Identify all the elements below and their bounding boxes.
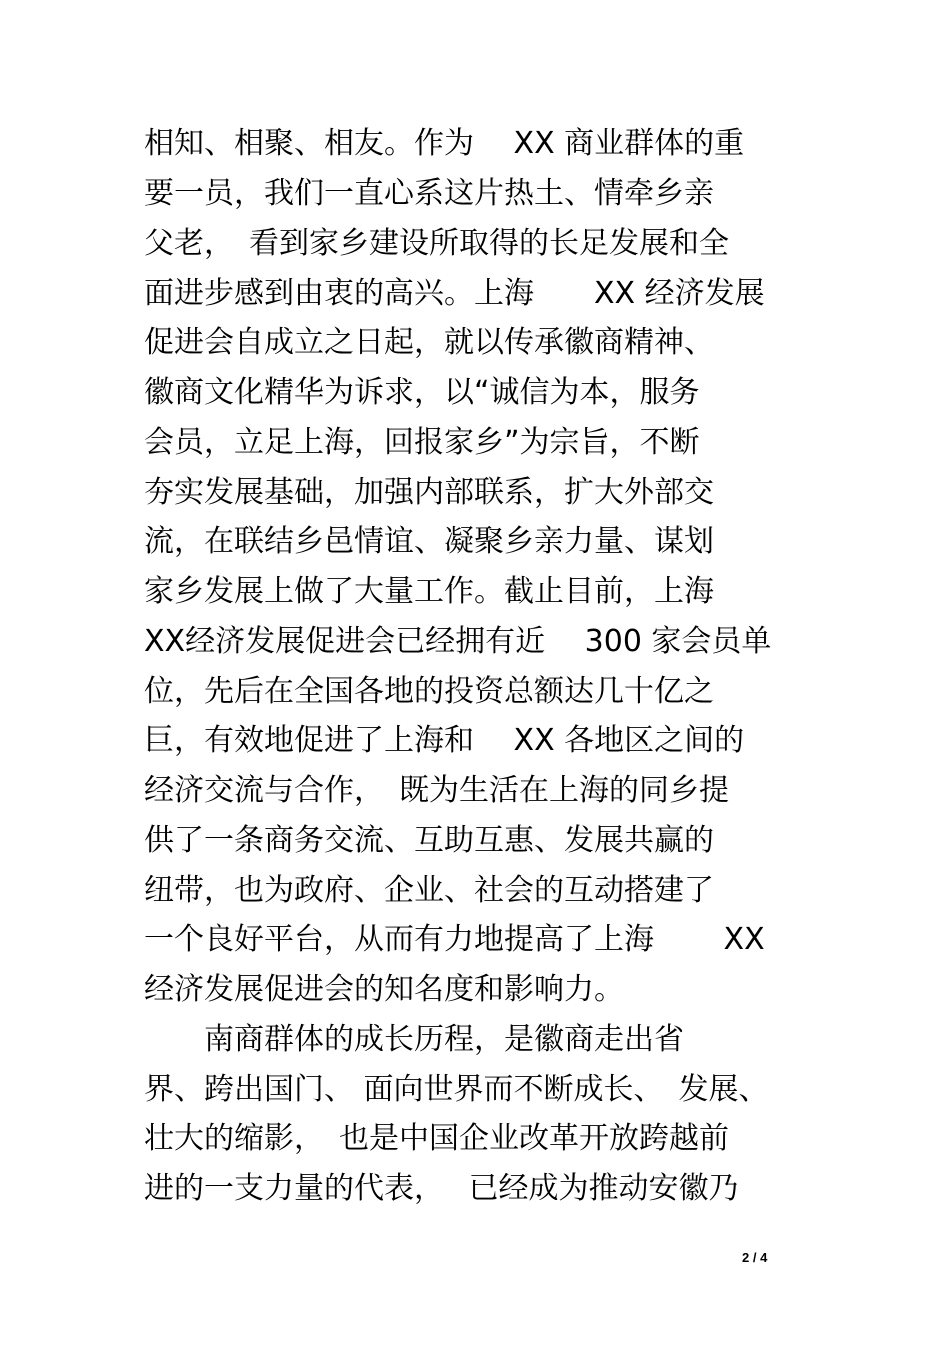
text-line: 流，在联结乡邑情谊、凝聚乡亲力量、谋划: [144, 524, 714, 559]
text-line: 夯实发展基础，加强内部联系，扩大外部交: [144, 475, 714, 510]
text-line: 家乡发展上做了大量工作。截止目前，上海: [144, 574, 714, 609]
text-line: 位，先后在全国各地的投资总额达几十亿之: [144, 674, 714, 709]
text-line: 经济交流与合作， 既为生活在上海的同乡提: [144, 773, 729, 808]
text-line: 供了一条商务交流、互助互惠、发展共赢的: [144, 823, 714, 858]
text-line: 界、跨出国门、 面向世界而不断成长、 发展、: [144, 1072, 769, 1107]
text-line: 要一员，我们一直心系这片热土、情牵乡亲: [144, 176, 714, 211]
text-line: 相知、相聚、相友。作为 XX 商业群体的重: [144, 126, 745, 161]
text-line: 纽带，也为政府、企业、社会的互动搭建了: [144, 873, 714, 908]
text-line: 南商群体的成长历程，是徽商走出省: [144, 1022, 684, 1057]
text-line: XX经济发展促进会已经拥有近 300 家会员单: [144, 624, 772, 659]
text-line: 进的一支力量的代表， 已经成为推动安徽乃: [144, 1171, 739, 1206]
text-line: 促进会自成立之日起，就以传承徽商精神、: [144, 325, 714, 360]
text-line: 经济发展促进会的知名度和影响力。: [144, 972, 624, 1007]
text-line: 徽商文化精华为诉求，以“诚信为本，服务: [144, 375, 700, 410]
text-line: 父老， 看到家乡建设所取得的长足发展和全: [144, 226, 729, 261]
text-line: 巨，有效地促进了上海和 XX 各地区之间的: [144, 723, 745, 758]
text-line: 面进步感到由衷的高兴。上海 XX 经济发展: [144, 276, 765, 311]
text-line: 壮大的缩影， 也是中国企业改革开放跨越前: [144, 1121, 729, 1156]
text-line: 会员，立足上海，回报家乡”为宗旨，不断: [144, 425, 700, 460]
page-number: 2 / 4: [742, 1250, 768, 1265]
text-line: 一个良好平台，从而有力地提高了上海 XX: [144, 922, 765, 957]
